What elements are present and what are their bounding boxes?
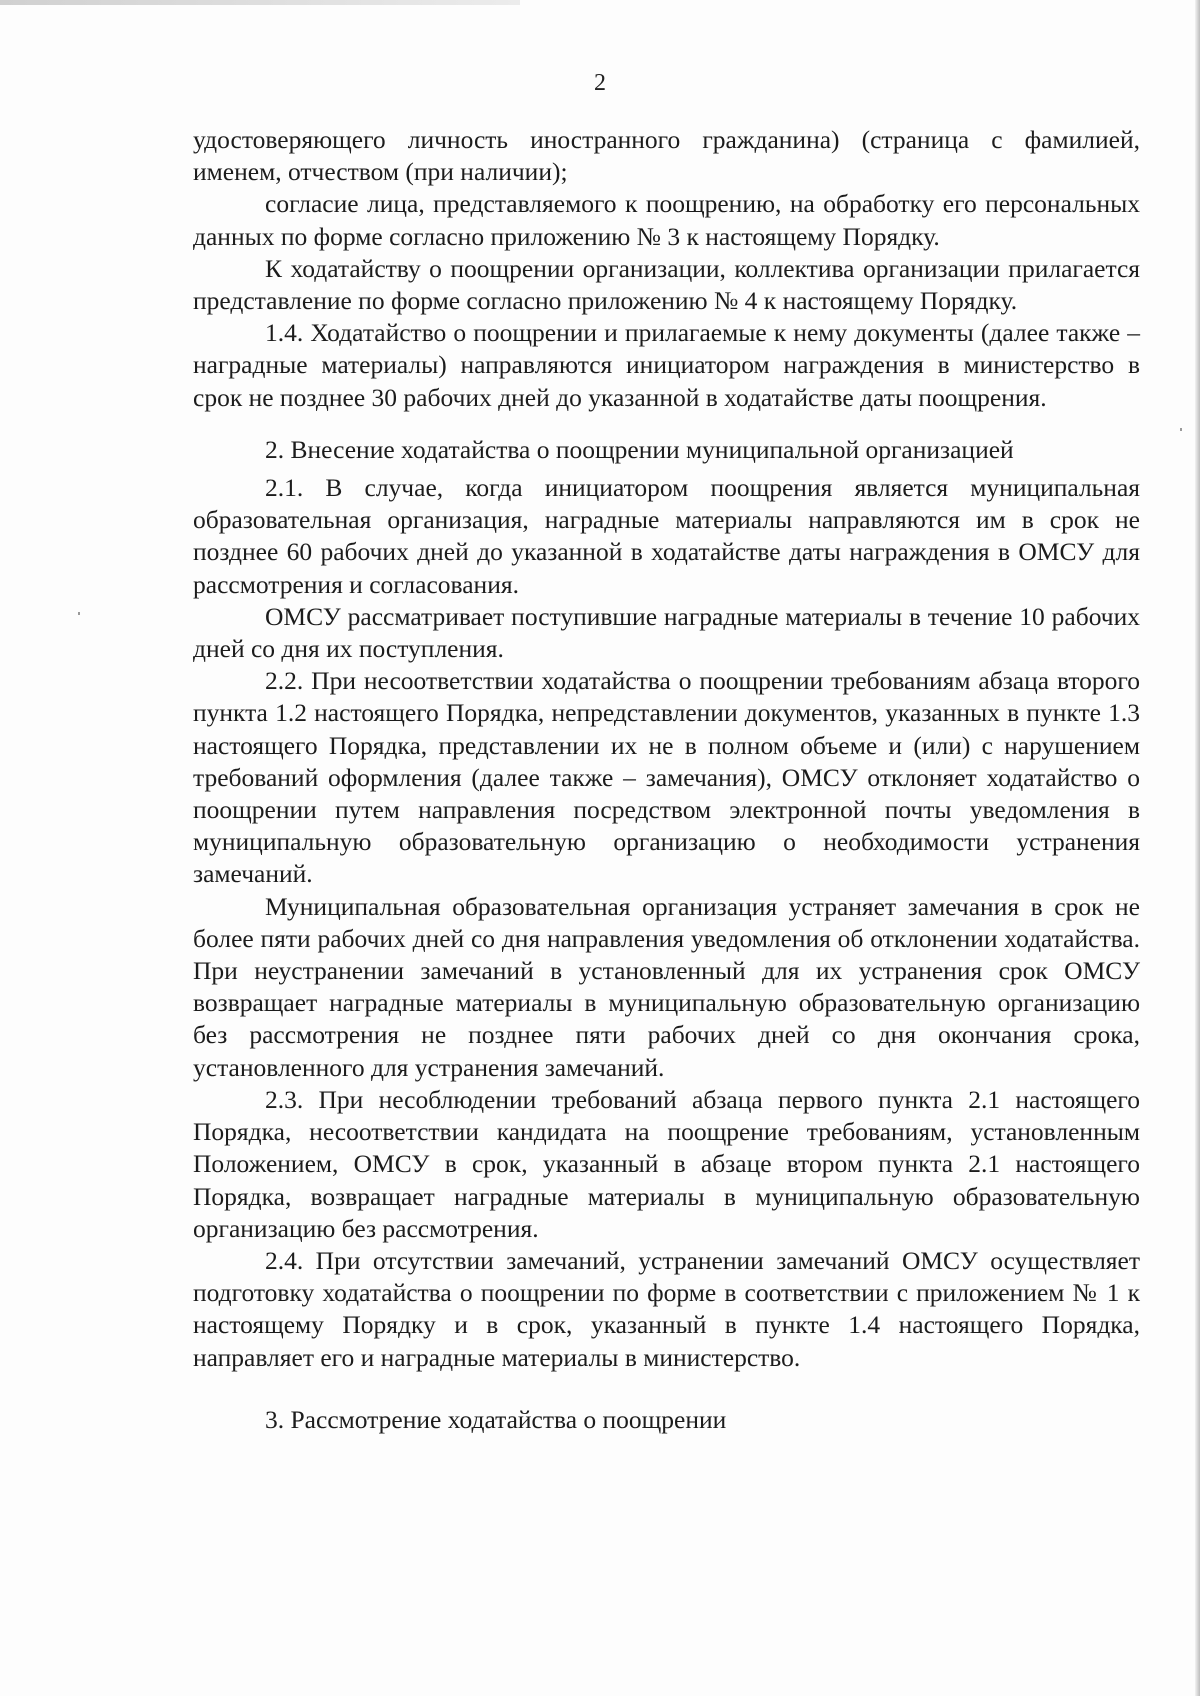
section-heading-2: 2. Внесение ходатайства о поощрении муниципальной организацией <box>265 434 1014 464</box>
scan-shadow-top <box>0 0 520 5</box>
paragraph-2-2-remarks: Муниципальная образовательная организация устраняет замечания в срок не более пяти рабочих дней со дня направления уведомления об отклонении ходатайства. При неустранении замечаний в установленный для их устранения срок ОМСУ возвращает наградные материалы в муниципальную образовательную организацию без рассмотрения не позднее пяти рабочих дней со дня окончания срока, установленного для устранения замечаний. <box>193 891 1140 1082</box>
paragraph-continuation: удостоверяющего личность иностранного гражданина) (страница с фамилией, именем, отчеством (при наличии); <box>193 125 1140 187</box>
paragraph-2-2: 2.2. При несоответствии ходатайства о поощрении требованиям абзаца второго пункта 1.2 настоящего Порядка, непредставлении документов, указанных в пункте 1.3 настоящего Порядка, представлении их не в полном объеме и (или) с нарушением требований оформления (далее также – замечания), ОМСУ отклоняет ходатайство о поощрении путем направления посредством электронной почты уведомления в муниципальную образовательную организацию о необходимости устранения замечаний. <box>193 666 1140 889</box>
section-heading-3: 3. Рассмотрение ходатайства о поощрении <box>265 1404 727 1434</box>
scan-speck <box>78 612 80 615</box>
paragraph-2-1-review: ОМСУ рассматривает поступившие наградные материалы в течение 10 рабочих дней со дня их поступления. <box>193 601 1140 664</box>
scan-shadow-right <box>1195 0 1200 1696</box>
scan-speck <box>1180 428 1182 431</box>
paragraph-2-4: 2.4. При отсутствии замечаний, устранении замечаний ОМСУ осуществляет подготовку ходатайства о поощрении по форме в соответствии с приложением № 1 к настоящему Порядку и в срок, указанный в пункте 1.4 настоящего Порядка, направляет его и наградные материалы в министерство. <box>193 1245 1140 1372</box>
paragraph-organization-petition: К ходатайству о поощрении организации, коллектива организации прилагается представление по форме согласно приложению № 4 к настоящему Порядку. <box>193 253 1140 316</box>
document-body <box>193 124 1140 1436</box>
paragraph-consent: согласие лица, представляемого к поощрению, на обработку его персональных данных по форме согласно приложению № 3 к настоящему Порядку. <box>193 189 1140 251</box>
paragraph-2-1: 2.1. В случае, когда инициатором поощрения является муниципальная образовательная организация, наградные материалы направляются им в срок не позднее 60 рабочих дней до указанной в ходатайстве даты награждения в ОМСУ для рассмотрения и согласования. <box>193 473 1140 599</box>
paragraph-1-4: 1.4. Ходатайство о поощрении и прилагаемые к нему документы (далее также – наградные материалы) направляются инициатором награждения в министерство в срок не позднее 30 рабочих дней до указанной в ходатайстве даты поощрения. <box>193 318 1140 412</box>
page-number: 2 <box>594 70 606 96</box>
paragraph-2-3: 2.3. При несоблюдении требований абзаца первого пункта 2.1 настоящего Порядка, несоответствии кандидата на поощрение требованиям, установленным Положением, ОМСУ в срок, указанный в абзаце втором пункта 2.1 настоящего Порядка, возвращает наградные материалы в муниципальную образовательную организацию без рассмотрения. <box>193 1084 1140 1243</box>
